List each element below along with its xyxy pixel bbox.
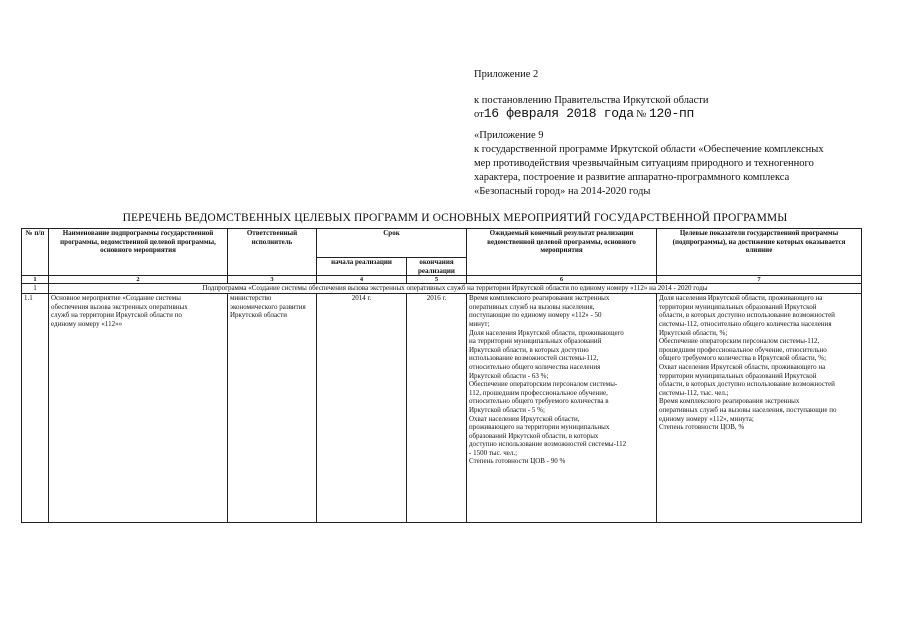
table-header-row [22, 229, 862, 258]
annex-line: характера, построение и развитие аппаратно-программного комплекса [474, 172, 790, 183]
result-line: относительно общего требуемого количества в [469, 397, 609, 406]
indicator-line: единому номеру «112», минута; [659, 414, 754, 423]
result-line: Время комплексного реагирования экстренных [469, 294, 610, 303]
column-number: 1 [22, 276, 49, 284]
annex-9-block [474, 129, 884, 199]
column-number: 2 [49, 276, 228, 284]
annex-line: мер противодействия чрезвычайным ситуациям природного и техногенного [474, 158, 814, 169]
indicator-line: Доля населения Иркутской области, проживающего на [659, 294, 823, 303]
row-name [49, 294, 228, 523]
number-value: 120-пп [649, 106, 695, 121]
header-name: Наименование подпрограммы государственной программы, ведомственной целевой программы, основного мероприятия [49, 229, 228, 276]
header-term: Срок [317, 229, 467, 258]
resolution-date-line [474, 107, 874, 121]
subprogram-row [22, 284, 862, 294]
column-number-row [22, 276, 862, 284]
result-line: доступно использование возможностей системы-112 [469, 440, 627, 449]
result-line: образований Иркутской области, в которых [469, 431, 599, 440]
result-line: Иркутской области - 5 %; [469, 405, 545, 414]
indicator-line: общего требуемого количества в Иркутской области, %; [659, 354, 827, 363]
annex-line: «Приложение 9 [474, 130, 544, 141]
indicator-line: области, в которых доступно использование возможностей [659, 380, 835, 389]
result-line: Охват населения Иркутской области, [469, 414, 580, 423]
indicator-line: системы-112, относительно общего количества населения [659, 319, 832, 328]
result-line: Степень готовности ЦОВ - 90 % [469, 457, 566, 466]
row-indicators [657, 294, 862, 523]
indicator-line: системы-112, тыс. чел.; [659, 388, 729, 397]
result-line: проживающего на территории муниципальных [469, 423, 610, 432]
column-number: 5 [407, 276, 467, 284]
name-line: служб на территории Иркутской области по [51, 311, 182, 320]
row-num: 1.1 [22, 294, 49, 523]
number-sign: № [636, 109, 647, 120]
indicator-line: оперативных служб на вызовы населения, поступающие по [659, 405, 837, 414]
name-line: Основное мероприятие «Создание системы [51, 294, 181, 303]
header-num: № п/п [22, 229, 49, 276]
indicator-line: области, в которых доступно использование возможностей [659, 311, 835, 320]
indicator-line: Охват населения Иркутской области, проживающего на [659, 362, 826, 371]
column-number: 7 [657, 276, 862, 284]
appendix-label: Приложение 2 [474, 69, 539, 80]
header-executor: Ответственный исполнитель [228, 229, 317, 276]
column-number: 6 [467, 276, 657, 284]
name-line: единому номеру «112»» [51, 319, 123, 328]
result-line: оперативных служб на вызовы населения, [469, 302, 595, 311]
executor-line: Иркутской области [230, 311, 288, 320]
row-start: 2014 г. [317, 294, 407, 523]
header-term-end: окончания реализации [407, 258, 467, 276]
result-line: на территории муниципальных образований [469, 337, 602, 346]
result-line: Иркутской области, в которых доступно [469, 345, 589, 354]
appendix-header [474, 68, 874, 121]
row-result [467, 294, 657, 523]
executor-line: экономического развития [230, 302, 306, 311]
column-number: 3 [228, 276, 317, 284]
header-term-start: начала реализации [317, 258, 407, 276]
annex-line: «Безопасный город» на 2014-2020 годы [474, 186, 651, 197]
document-title: ПЕРЕЧЕНЬ ВЕДОМСТВЕННЫХ ЦЕЛЕВЫХ ПРОГРАММ И ОСНОВНЫХ МЕРОПРИЯТИЙ ГОСУДАРСТВЕННОЙ ПРОГРАММЫ [122, 212, 788, 224]
measures-table [21, 228, 862, 523]
result-line: 112, прошедшим профессиональное обучение, [469, 388, 608, 397]
result-line: Иркутской области - 63 %; [469, 371, 549, 380]
header-indicators: Целевые показатели государственной программы (подпрограммы), на достижение которых оказывается влияние [657, 229, 862, 276]
result-line: Доля населения Иркутской области, проживающего [469, 328, 624, 337]
indicator-line: прошедшим профессиональное обучение, относительно [659, 345, 827, 354]
date-value: 16 февраля 2018 года [483, 106, 634, 121]
row-end: 2016 г. [407, 294, 467, 523]
result-line: относительно общего количества населения [469, 362, 601, 371]
result-line: Обеспечение операторским персоналом системы- [469, 380, 618, 389]
result-line: - 1500 тыс. чел.; [469, 448, 518, 457]
subprogram-title: Подпрограмма «Создание системы обеспечения вызова экстренных оперативных служб на территории Иркутской области по единому номеру «112» на 2014 - 2020 годы [49, 284, 862, 294]
table-row [22, 294, 862, 523]
result-line: использование возможностей системы-112, [469, 354, 599, 363]
indicator-line: Время комплексного реагирования экстренных [659, 397, 800, 406]
date-prefix: от [474, 109, 484, 120]
indicator-line: Степень готовности ЦОВ, % [659, 423, 745, 432]
header-result: Ожидаемый конечный результат реализации ведомственной целевой программы, основного мероприятия [467, 229, 657, 276]
subprogram-num: 1 [22, 284, 49, 294]
row-executor [228, 294, 317, 523]
indicator-line: территории муниципальных образований Иркутской [659, 371, 817, 380]
column-number: 4 [317, 276, 407, 284]
executor-line: министерство [230, 294, 272, 303]
name-line: обеспечения вызова экстренных оперативных [51, 302, 188, 311]
result-line: минут; [469, 319, 490, 328]
indicator-line: территории муниципальных образований Иркутской [659, 302, 817, 311]
indicator-line: Обеспечение операторским персоналом системы-112, [659, 337, 820, 346]
result-line: поступающие по единому номеру «112» - 50 [469, 311, 602, 320]
resolution-line: к постановлению Правительства Иркутской области [474, 95, 709, 106]
indicator-line: Иркутской области, %; [659, 328, 728, 337]
annex-line: к государственной программе Иркутской области «Обеспечение комплексных [474, 144, 824, 155]
